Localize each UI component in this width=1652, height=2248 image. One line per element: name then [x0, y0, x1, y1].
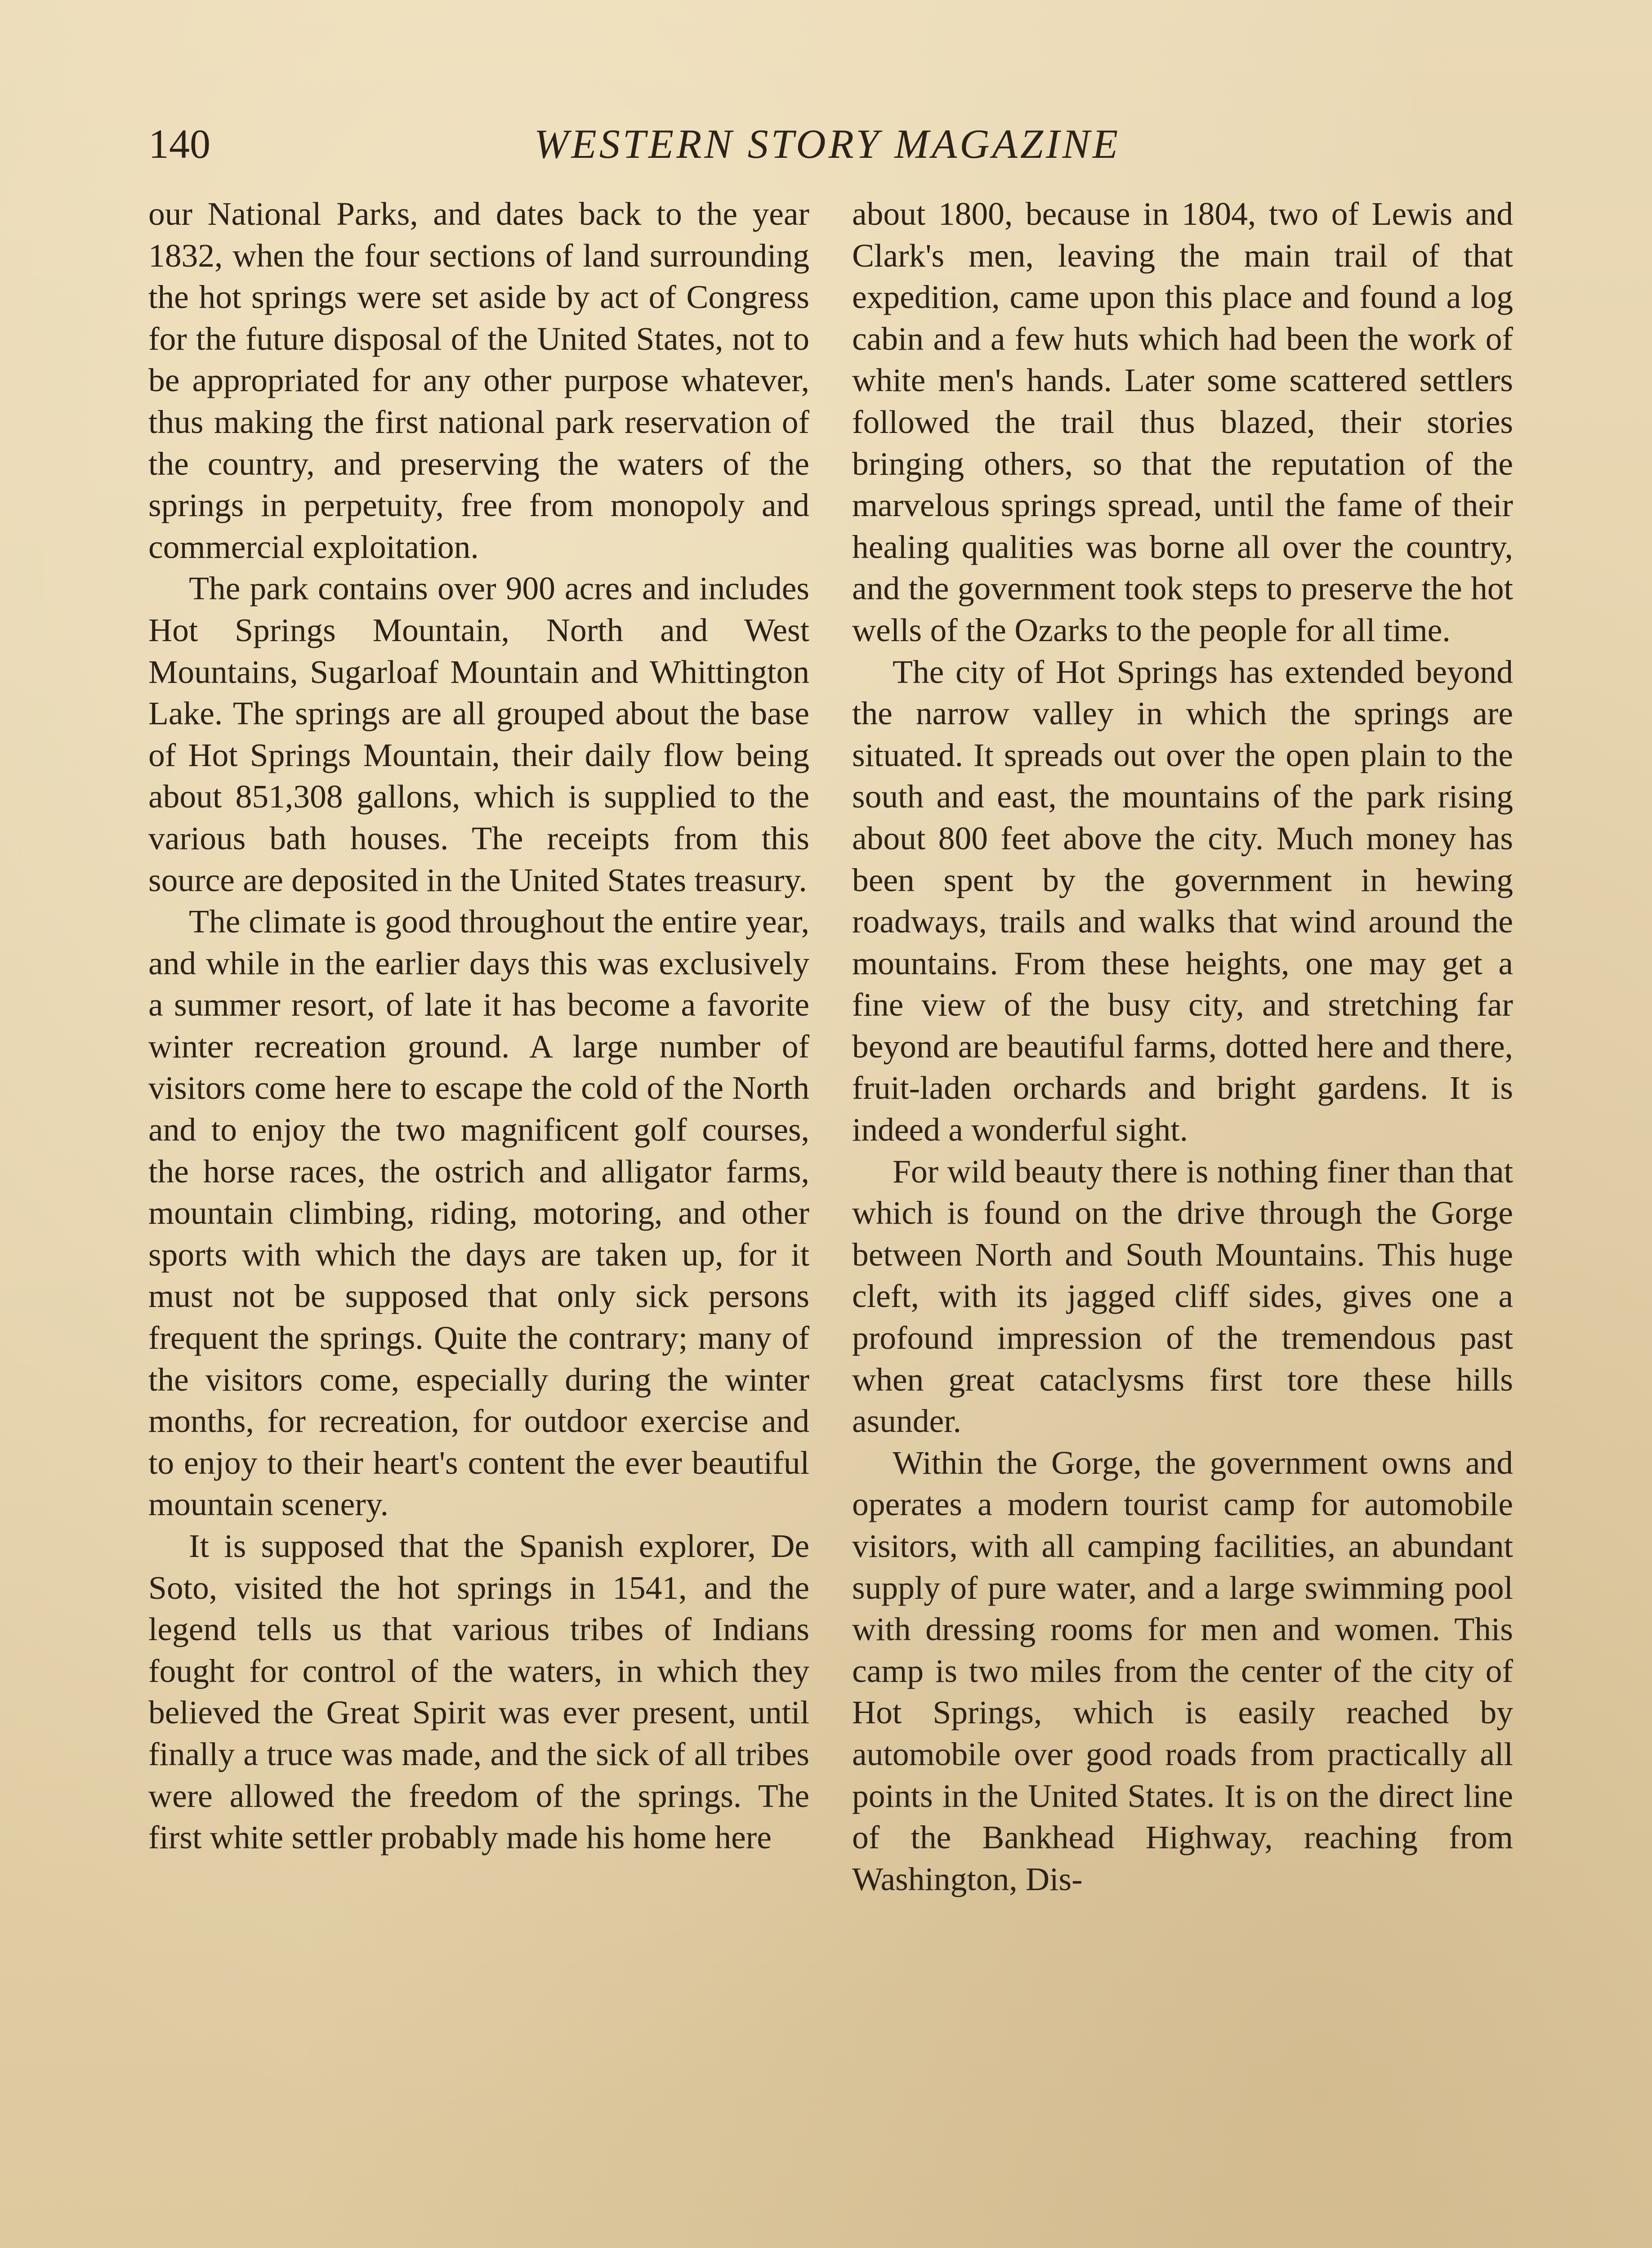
article-paragraph: our National Parks, and dates back to the year 1832, when the four sections of land surrounding the hot springs were set aside by act of Congress for the future disposal of the United States, not to be appropriated for any other purpose whatever, thus making the first national park reservation of the country, and preserving the waters of the springs in perpetuity, free from monopoly and commercial exploitation.: [148, 196, 809, 565]
left-column: [148, 193, 809, 1859]
right-column: [852, 193, 1513, 1900]
page-header: [148, 115, 1506, 173]
article-paragraph: The park contains over 900 acres and includes Hot Springs Mountain, North and West Mountains, Sugarloaf Mountain and Whittington Lake. The springs are all grouped about the base of Hot Springs Mountain, their daily flow being about 851,308 gallons, which is supplied to the various bath houses. The receipts from this source are deposited in the United States treasury.: [148, 570, 809, 898]
magazine-title: WESTERN STORY MAGAZINE: [534, 121, 1121, 167]
article-paragraph: The climate is good throughout the entire year, and while in the earlier days this was exclusively a summer resort, of late it has become a favorite winter recreation ground. A large number of visitors come here to escape the cold of the North and to enjoy the two magnificent golf courses, the horse races, the ostrich and alligator farms, mountain climbing, riding, motoring, and other sports with which the days are taken up, for it must not be supposed that only sick persons frequent the springs. Quite the contrary; many of the visitors come, especially during the winter months, for recreation, for outdoor exercise and to enjoy to their heart's content the ever beautiful mountain scenery.: [148, 903, 809, 1523]
article-paragraph: For wild beauty there is nothing finer than that which is found on the drive through the Gorge between North and South Mountains. This huge cleft, with its jagged cliff sides, gives one a profound impression of the tremendous past when great cataclysms first tore these hills asunder.: [852, 1153, 1513, 1440]
article-paragraph: It is supposed that the Spanish explorer, De Soto, visited the hot springs in 1541, and the legend tells us that various tribes of Indians fought for control of the waters, in which they believed the Great Spirit was ever present, until finally a truce was made, and the sick of all tribes were allowed the freedom of the springs. The first white settler probably made his home here: [148, 1528, 809, 1856]
article-paragraph: Within the Gorge, the government owns and operates a modern tourist camp for automobile visitors, with all camping facilities, an abundant supply of pure water, and a large swimming pool with dressing rooms for men and women. This camp is two miles from the center of the city of Hot Springs, which is easily reached by automobile over good roads from practically all points in the United States. It is on the direct line of the Bankhead Highway, reaching from Washington, Dis-: [852, 1444, 1513, 1897]
article-paragraph: about 1800, because in 1804, two of Lewis and Clark's men, leaving the main trail of that expedition, came upon this place and found a log cabin and a few huts which had been the work of white men's hands. Later some scattered settlers followed the trail thus blazed, their stories bringing others, so that the reputation of the marvelous springs spread, until the fame of their healing qualities was borne all over the country, and the government took steps to preserve the hot wells of the Ozarks to the people for all time.: [852, 196, 1513, 648]
article-paragraph: The city of Hot Springs has extended beyond the narrow valley in which the springs are situated. It spreads out over the open plain to the south and east, the mountains of the park rising about 800 feet above the city. Much money has been spent by the government in hewing roadways, trails and walks that wind around the mountains. From these heights, one may get a fine view of the busy city, and stretching far beyond are beautiful farms, dotted here and there, fruit-laden orchards and bright gardens. It is indeed a wonderful sight.: [852, 653, 1513, 1148]
page-number: 140: [148, 121, 210, 167]
